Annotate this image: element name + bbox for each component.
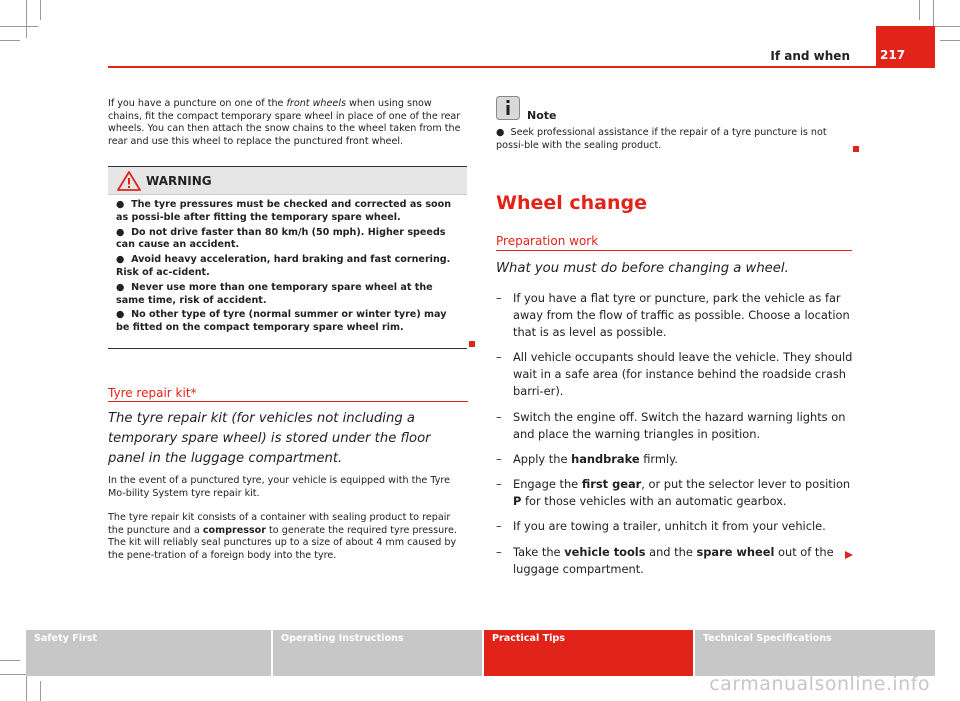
step-dash: – [496, 544, 502, 559]
warning-item: ● The tyre pressures must be checked and corrected as soon as possi-ble after fitting the temporary spare wheel. [116, 199, 452, 223]
step-text: Apply the [513, 451, 572, 466]
warning-title: WARNING [146, 174, 212, 188]
preparation-work-lead: What you must do before changing a wheel. [496, 261, 789, 276]
repair-kit-title: Tyre repair kit* [108, 386, 197, 400]
step-bold-text: spare wheel [696, 544, 775, 559]
preparation-work-rule [496, 250, 852, 251]
intro-emphasis: front wheels [286, 98, 346, 109]
preparation-step [496, 544, 856, 578]
step-dash: – [496, 451, 502, 466]
warning-item-text: Avoid heavy acceleration, hard braking and fast cornering. Risk of ac-cident. [116, 254, 451, 278]
crop-mark [940, 40, 960, 41]
warning-triangle-icon [116, 170, 142, 192]
preparation-step [496, 451, 856, 468]
header-rule [108, 66, 935, 68]
repair-kit-text-end: to generate the required tyre pressure. The kit will reliably seal punctures up to a size of about 4 mm caused by the pene-tration of a foreign body into the tyre. [108, 524, 457, 561]
section-end-marker [853, 146, 859, 152]
step-text: for those vehicles with an automatic gearbox. [521, 494, 787, 509]
intro-text-start: If you have a puncture on one of the [108, 98, 287, 109]
step-text: Engage the [513, 477, 582, 492]
step-bold-text: vehicle tools [564, 544, 646, 559]
preparation-step [496, 409, 856, 443]
step-dash: – [496, 477, 502, 492]
intro-text-end: when using snow chains, fit the compact temporary spare wheel in place of one of the rear wheels. You can then attach the snow chains to the wheel taken from the rear and use this wheel to replace the punctured front wheel. [108, 98, 461, 147]
section-end-marker [469, 341, 475, 347]
footer-tab-operating-instructions[interactable] [273, 630, 482, 676]
footer-tab-practical-tips[interactable] [484, 630, 693, 676]
intro-paragraph [108, 98, 468, 148]
warning-item: ● No other type of tyre (normal summer or winter tyre) may be fitted on the compact temporary spare wheel rim. [116, 309, 447, 334]
preparation-step [496, 518, 856, 535]
warning-item-text: Do not drive faster than 80 km/h (50 mph). Higher speeds can cause an accident. [116, 226, 446, 251]
step-bold-text: handbrake [571, 451, 640, 466]
warning-item-text: The tyre pressures must be checked and corrected as soon as possi-ble after fitting the temporary spare wheel. [116, 199, 452, 223]
repair-kit-rule [108, 401, 468, 402]
warning-header [108, 167, 467, 195]
repair-kit-paragraph-2 [108, 512, 468, 562]
step-text: Take the [513, 544, 565, 559]
preparation-steps [496, 290, 856, 586]
warning-item: ● Avoid heavy acceleration, hard braking and fast cornering. Risk of ac-cident. [116, 254, 451, 278]
preparation-step [496, 476, 856, 510]
step-bold-text: first gear [581, 477, 642, 492]
preparation-step [496, 349, 856, 400]
footer-tab-label: Technical Specifications [703, 633, 832, 644]
warning-item: ● Never use more than one temporary spare wheel at the same time, risk of accident. [116, 281, 433, 306]
step-text: , or put the selector lever to position [641, 477, 851, 492]
preparation-step [496, 290, 856, 341]
crop-mark [0, 660, 20, 661]
step-text: If you have a flat tyre or puncture, park the vehicle as far away from the flow of traffic as possible. Choose a location that is as level as possible. [513, 291, 850, 339]
running-header-title: If and when [770, 49, 850, 63]
watermark: carmanualsonline.info [709, 673, 930, 695]
repair-kit-bold: compressor [202, 524, 266, 536]
step-dash: – [496, 519, 502, 534]
warning-item-text: Never use more than one temporary spare wheel at the same time, risk of accident. [116, 281, 433, 306]
footer-tab-safety-first[interactable] [26, 630, 271, 676]
footer-tab-label: Safety First [34, 633, 98, 644]
page-number: 217 [880, 48, 906, 62]
step-dash: – [496, 409, 502, 424]
step-bold-text: P [513, 494, 522, 509]
step-dash: – [496, 291, 502, 305]
warning-item: ● Do not drive faster than 80 km/h (50 mph). Higher speeds can cause an accident. [116, 226, 446, 251]
warning-item-text: No other type of tyre (normal summer or winter tyre) may be fitted on the compact temporary spare wheel rim. [116, 309, 447, 334]
wheel-change-title: Wheel change [496, 192, 648, 214]
footer-tab-label: Operating Instructions [281, 633, 404, 644]
step-dash: – [496, 350, 502, 365]
step-text: firmly. [639, 451, 678, 466]
crop-mark [26, 0, 27, 38]
step-text: All vehicle occupants should leave the vehicle. They should wait in a safe area (for instance behind the roadside crash barri-er). [513, 350, 853, 399]
crop-mark [919, 0, 920, 20]
footer-tab-technical-specifications[interactable] [695, 630, 935, 676]
step-text: and the [645, 544, 697, 559]
step-text: Switch the engine off. Switch the hazard warning lights on and place the warning triangles in position. [513, 409, 846, 441]
continue-arrow-icon [844, 550, 854, 560]
crop-mark [40, 0, 41, 20]
note-item-text: Seek professional assistance if the repair of a tyre puncture is not possi-ble with the sealing product. [496, 127, 827, 151]
preparation-work-title: Preparation work [496, 234, 599, 248]
step-text: If you are towing a trailer, unhitch it from your vehicle. [513, 519, 826, 534]
repair-kit-text-start: The tyre repair kit consists of a container with sealing product to repair the puncture and a [108, 512, 451, 536]
warning-box [108, 166, 467, 349]
footer-tab-label: Practical Tips [492, 633, 565, 644]
info-icon [496, 96, 520, 120]
warning-list [116, 199, 462, 337]
step-text: out of the luggage compartment. [513, 544, 834, 576]
crop-mark [0, 26, 38, 27]
repair-kit-paragraph-1: In the event of a punctured tyre, your vehicle is equipped with the Tyre Mo-bility System tyre repair kit. [108, 475, 451, 499]
note-title: Note [527, 109, 557, 122]
crop-mark [40, 681, 41, 701]
crop-mark [0, 40, 20, 41]
note-item: ● Seek professional assistance if the repair of a tyre puncture is not possi-ble with the sealing product. [496, 127, 827, 151]
repair-kit-lead: The tyre repair kit (for vehicles not including a temporary spare wheel) is stored under the floor panel in the luggage compartment. [108, 411, 431, 466]
